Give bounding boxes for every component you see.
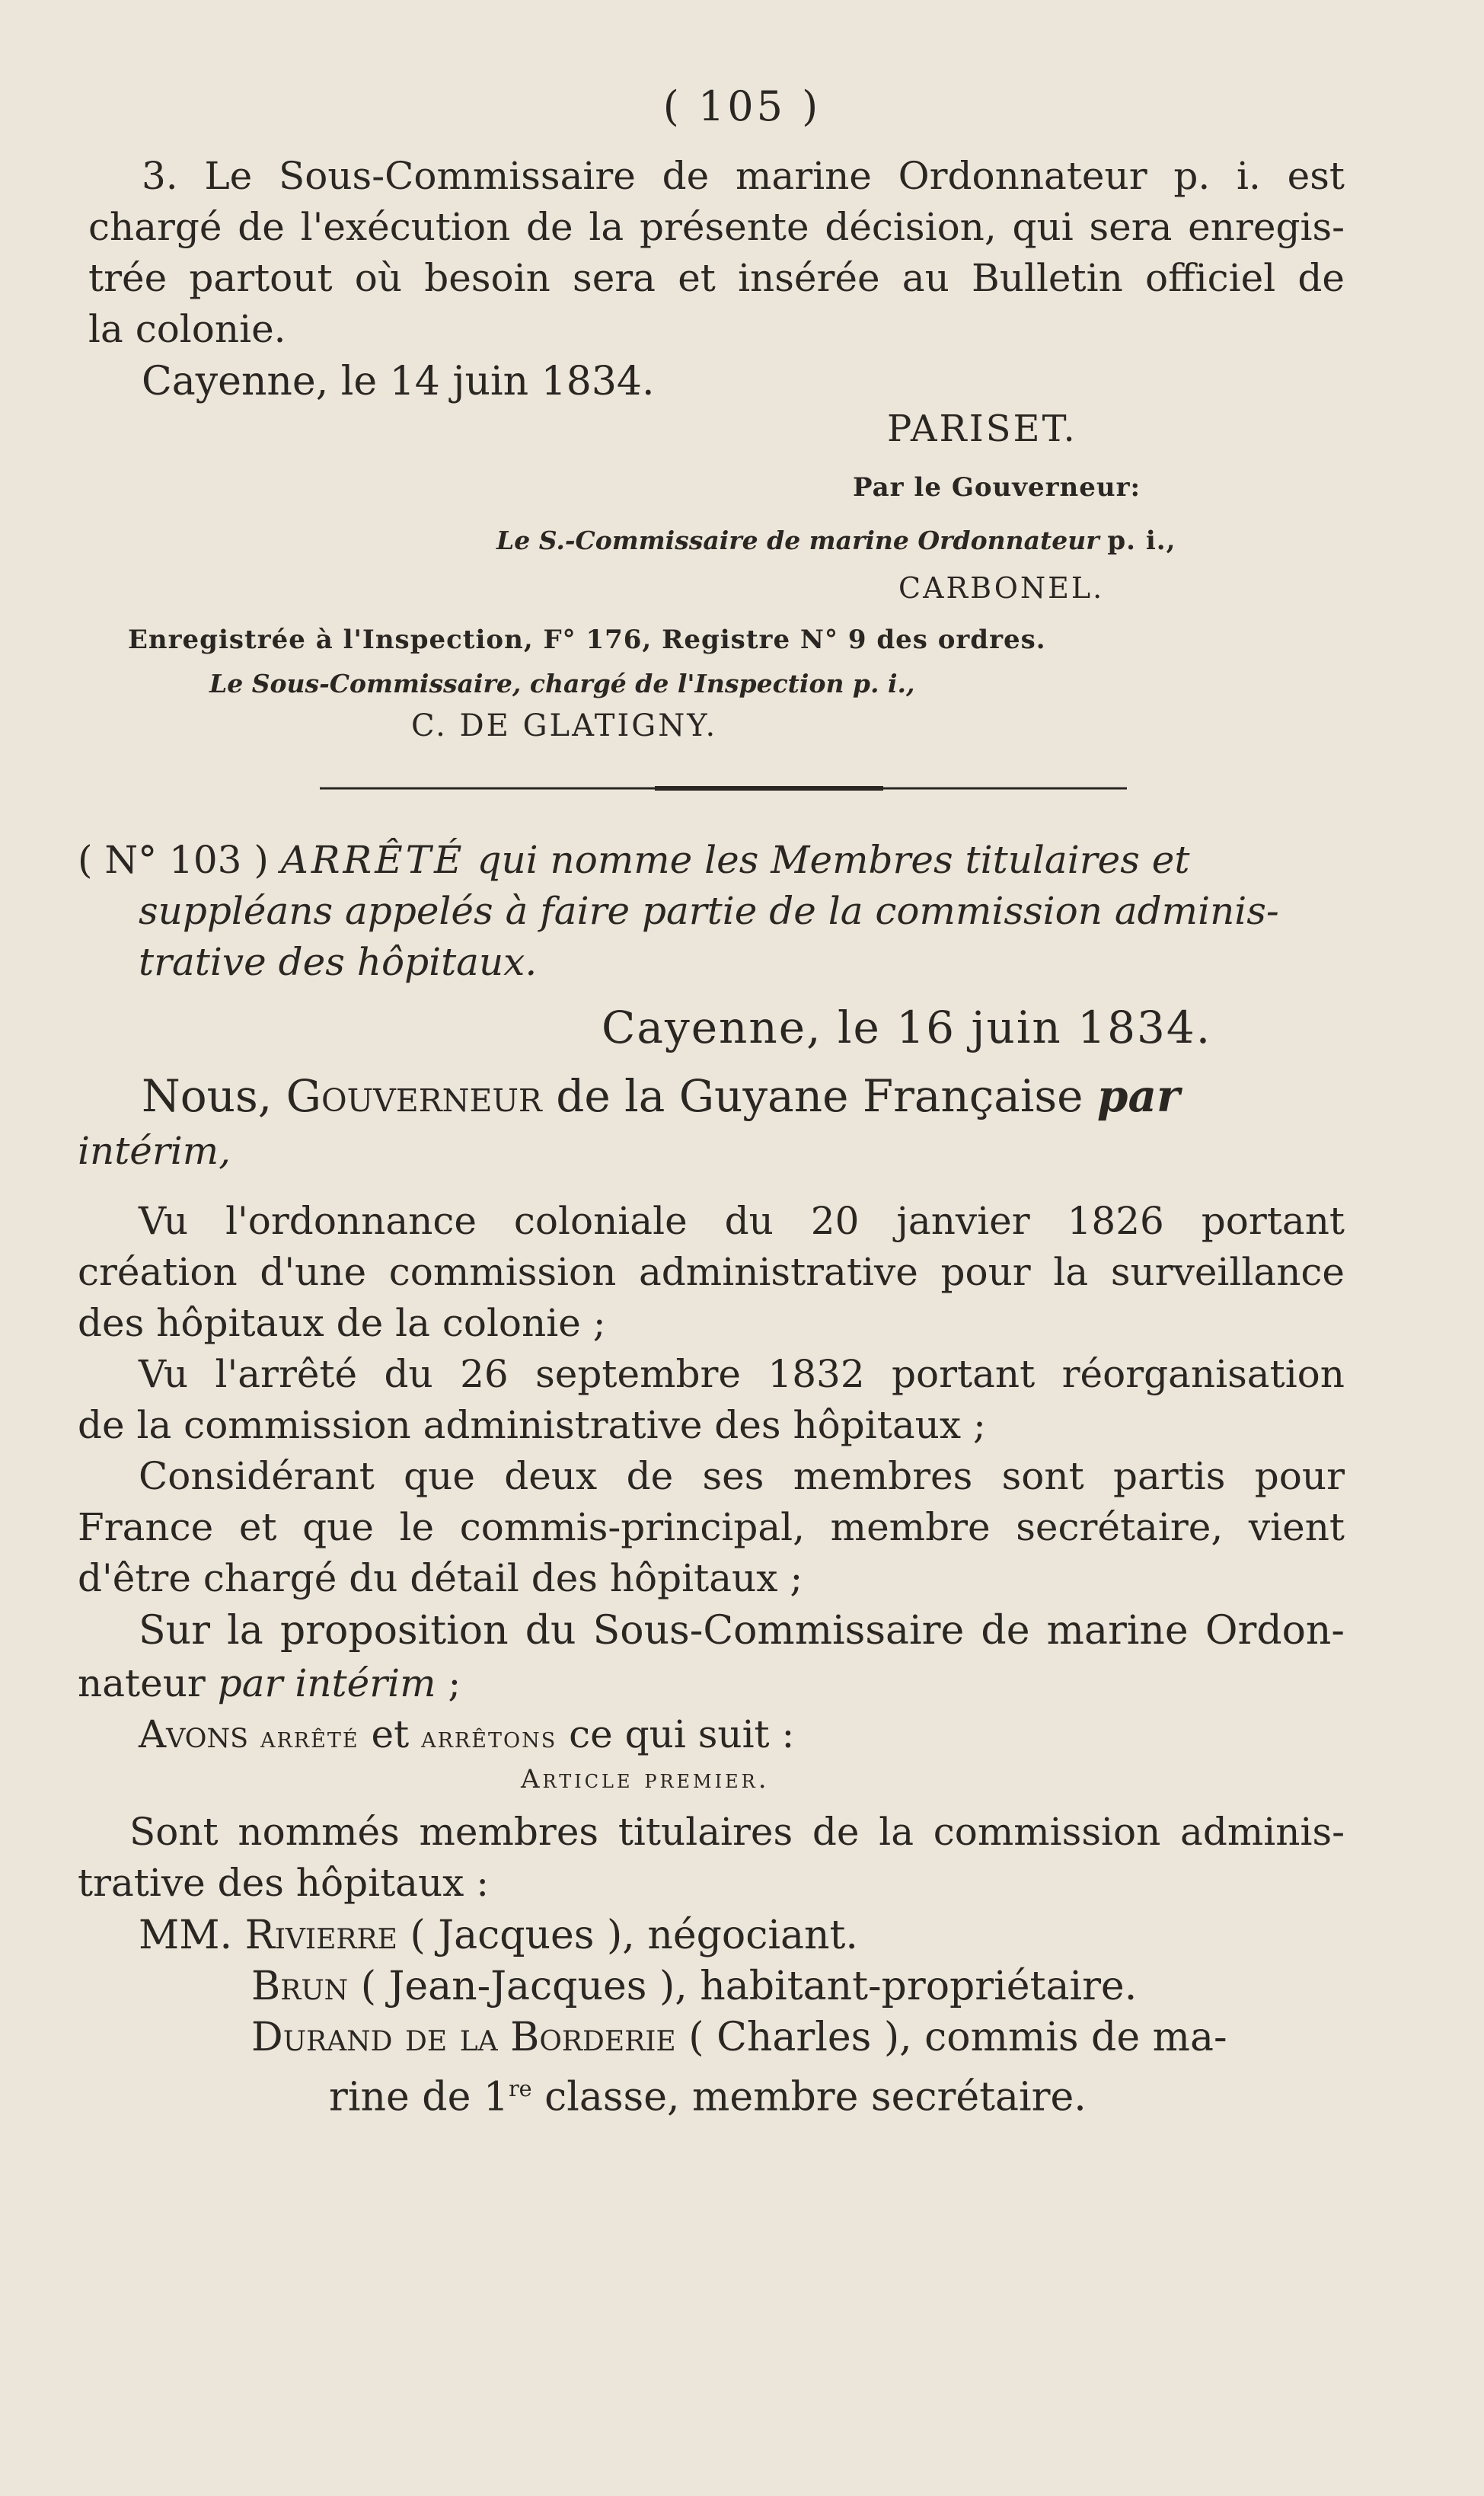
avons-word: Avons: [139, 1712, 249, 1756]
member-1-rest: ( Jacques ), négociant.: [410, 1913, 858, 1958]
para3-line-4: la colonie.: [88, 307, 286, 351]
member-3-rest: ( Charles ), commis de ma-: [688, 2015, 1227, 2060]
nous-rest: de la Guyane Française: [556, 1070, 1083, 1122]
para3-line-2: chargé de l'exécution de la présente décision, qui sera enregis-: [88, 205, 1345, 249]
nous-par: par: [1096, 1070, 1180, 1122]
nous-line-2: intérim,: [78, 1129, 231, 1173]
member-2-rest: ( Jean-Jacques ), habitant-propriétaire.: [360, 1964, 1138, 2009]
member-2: [251, 1961, 1137, 2012]
avons-arretons: arrêtons: [421, 1721, 557, 1754]
arrete-heading-rest: qui nomme les Membres titulaires et: [477, 838, 1190, 882]
proposition-end: ;: [448, 1661, 461, 1705]
commissaire-suffix: p. i.,: [1107, 526, 1176, 556]
vu1-line-3: des hôpitaux de la colonie ;: [78, 1301, 606, 1345]
vu2-line-1: Vu l'arrêté du 26 septembre 1832 portant réorganisation: [139, 1352, 1345, 1396]
para3-line-1: 3. Le Sous-Commissaire de marine Ordonnateur p. i. est: [142, 154, 1345, 198]
member-3-line2-a: rine de 1: [329, 2074, 509, 2120]
arrete-heading-line-1: [78, 835, 1189, 886]
mm-label: MM.: [139, 1913, 233, 1958]
member-1: [139, 1910, 858, 1961]
member-3-line-2: [329, 2063, 1087, 2123]
signature-pariset: PARISET.: [887, 407, 1077, 450]
date-line-2: Cayenne, le 16 juin 1834.: [602, 1002, 1212, 1053]
commissaire-line: [496, 526, 1176, 556]
arrete-number: ( N° 103 ): [78, 838, 269, 882]
registration-line: Enregistrée à l'Inspection, F° 176, Registre N° 9 des ordres.: [128, 625, 1046, 655]
date-line-1: Cayenne, le 14 juin 1834.: [142, 359, 655, 404]
sont-nommes-line-1: Sont nommés membres titulaires de la commission adminis-: [129, 1810, 1345, 1854]
member-3-line2-sup: re: [508, 2076, 532, 2101]
considerant-line-1: Considérant que deux de ses membres sont partis pour: [139, 1454, 1345, 1498]
member-3-line2-b: classe, membre secrétaire.: [544, 2074, 1087, 2120]
nous-gouverneur: Gouverneur: [286, 1070, 542, 1122]
arrete-heading-line-2: suppléans appelés à faire partie de la commission adminis-: [139, 889, 1279, 933]
avons-arrete: arrêté: [260, 1721, 359, 1754]
arrete-word: ARRÊTÉ: [280, 838, 465, 882]
considerant-line-2: France et que le commis-principal, membre secrétaire, vient: [78, 1505, 1345, 1549]
avons-rest: ce qui suit :: [569, 1712, 795, 1756]
member-3-name: Durand de la Borderie: [251, 2015, 676, 2060]
avons-line: [139, 1709, 794, 1763]
vu1-line-1: Vu l'ordonnance coloniale du 20 janvier 1826 portant: [139, 1199, 1345, 1243]
commissaire-title: Le S.-Commissaire de marine Ordonnateur: [496, 526, 1099, 555]
proposition-line-1: Sur la proposition du Sous-Commissaire de marine Ordon-: [139, 1608, 1345, 1654]
proposition-line-2: [78, 1658, 461, 1709]
para3-line-3: trée partout où besoin sera et insérée au Bulletin officiel de: [88, 256, 1345, 300]
proposition-nateur: nateur: [78, 1661, 206, 1705]
nous-line-1: [142, 1070, 1180, 1122]
vu2-line-2: de la commission administrative des hôpitaux ;: [78, 1403, 986, 1447]
par-le-gouverneur: Par le Gouverneur:: [853, 472, 1141, 503]
page-number: ( 105 ): [662, 82, 822, 130]
signature-carbonel: CARBONEL.: [898, 571, 1105, 605]
proposition-par-interim: par intérim: [217, 1661, 436, 1705]
member-3: [251, 2012, 1227, 2063]
article-heading: Article premier.: [521, 1764, 770, 1794]
vu1-line-2: création d'une commission administrative pour la surveillance: [78, 1250, 1345, 1294]
avons-et: et: [371, 1712, 410, 1756]
section-divider: [320, 786, 1127, 791]
sont-nommes-line-2: trative des hôpitaux :: [78, 1861, 490, 1905]
member-2-name: Brun: [251, 1964, 349, 2009]
signature-glatigny: C. DE GLATIGNY.: [411, 708, 718, 743]
inspection-title: Le Sous-Commissaire, chargé de l'Inspection p. i.,: [209, 669, 915, 698]
considerant-line-3: d'être chargé du détail des hôpitaux ;: [78, 1556, 803, 1600]
member-1-name: Rivierre: [244, 1913, 397, 1958]
arrete-heading-line-3: trative des hôpitaux.: [139, 940, 538, 984]
nous-start: Nous,: [142, 1070, 273, 1122]
